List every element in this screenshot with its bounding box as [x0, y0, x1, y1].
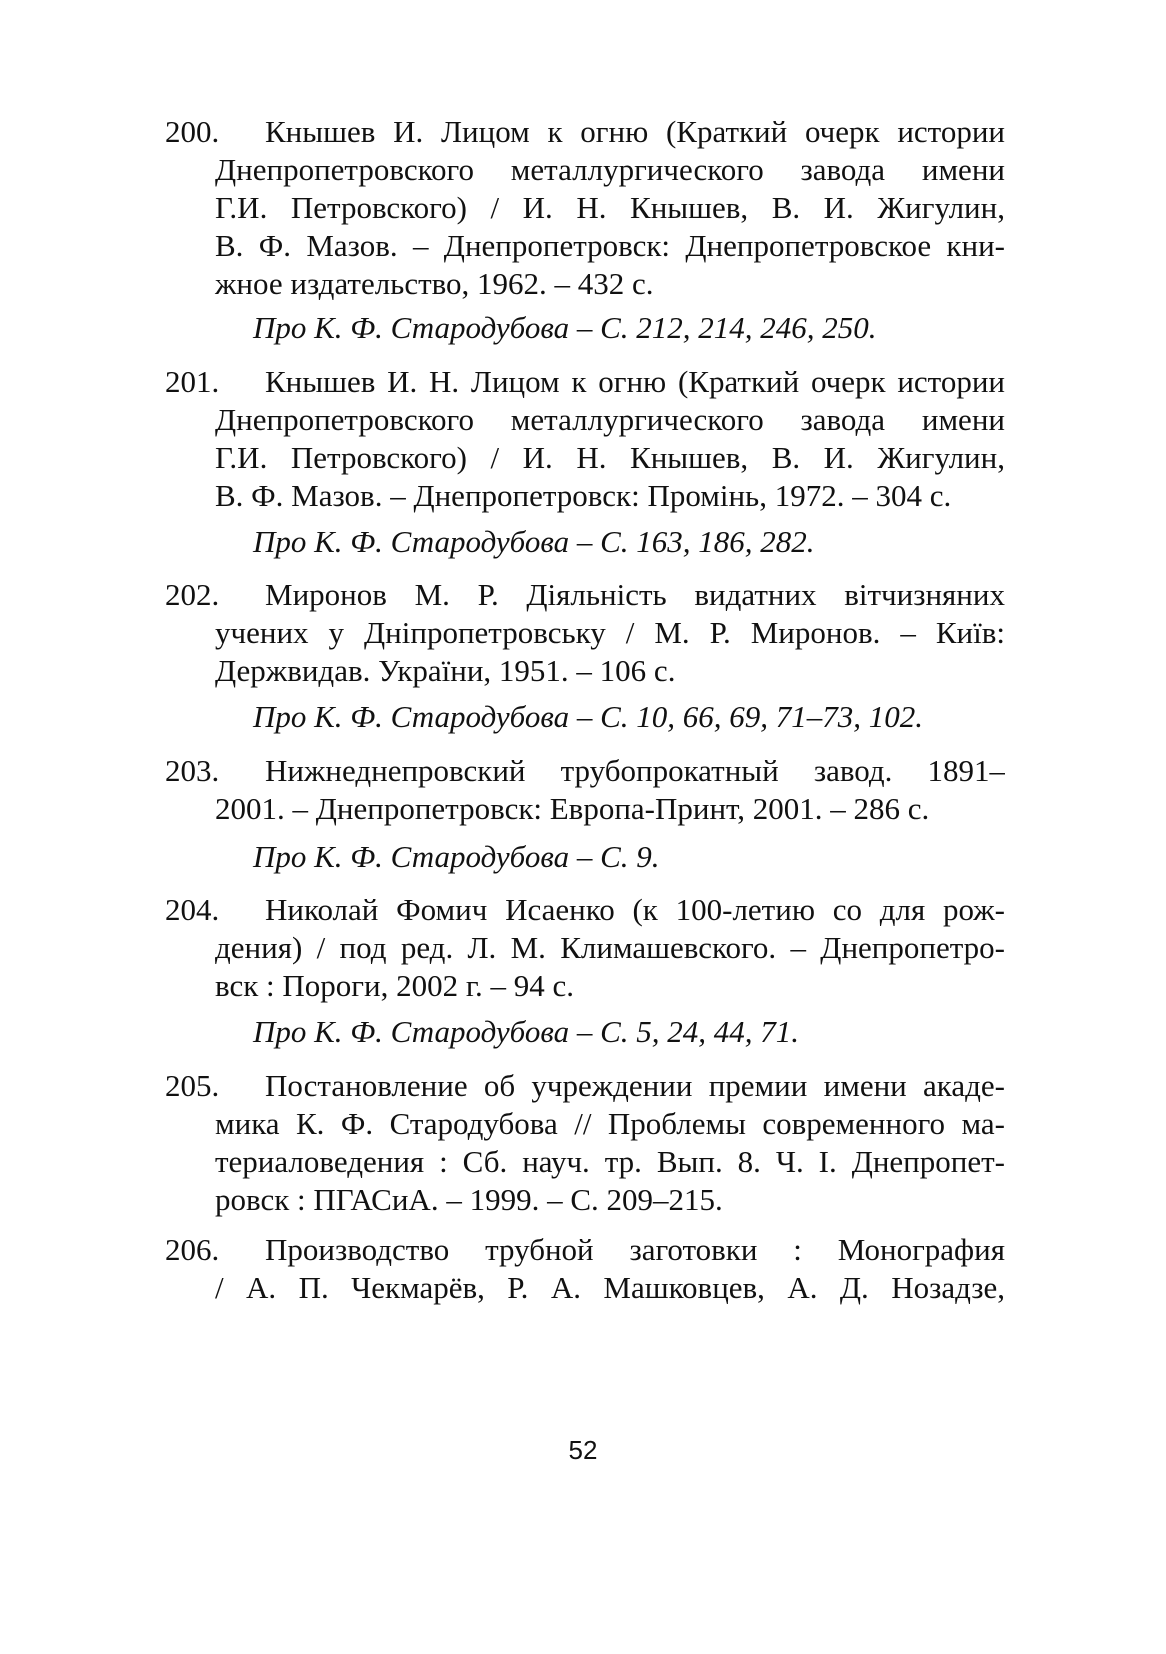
bibliography-entry-201	[165, 363, 1005, 515]
entry-number: 203.	[165, 753, 220, 788]
entry-line: дения) / под ред. Л. М. Климашевского. – Днепропетро-	[215, 930, 1005, 965]
entry-line: учених у Дніпропетровську / М. Р. Миронов. – Київ:	[215, 615, 1005, 650]
entry-number: 204.	[165, 892, 220, 927]
entry-line: Держвидав. України, 1951. – 106 с.	[215, 653, 676, 688]
page-number: 52	[568, 1435, 598, 1465]
entry-note-200: Про К. Ф. Стародубова – С. 212, 214, 246, 250.	[253, 310, 877, 345]
entry-line: мика К. Ф. Стародубова // Проблемы современного ма-	[215, 1106, 1005, 1141]
entry-line: Миронов М. Р. Діяльність видатних вітчизняних	[265, 577, 1005, 612]
entry-line: В. Ф. Мазов. – Днепропетровск: Днепропетровское кни-	[215, 228, 1005, 263]
entry-line: Производство трубной заготовки : Монография	[265, 1232, 1005, 1267]
entry-line: Постановление об учреждении премии имени акаде-	[265, 1068, 1005, 1103]
entry-note-203: Про К. Ф. Стародубова – С. 9.	[253, 839, 660, 874]
entry-line: Нижнеднепровский трубопрокатный завод. 1891–	[265, 753, 1005, 788]
bibliography-entry-206	[165, 1231, 1005, 1307]
entry-line: вск : Пороги, 2002 г. – 94 с.	[215, 968, 575, 1003]
entry-line: Г.И. Петровского) / И. Н. Кнышев, В. И. Жигулин,	[215, 190, 1005, 225]
entry-number: 200.	[165, 114, 220, 149]
entry-note-201: Про К. Ф. Стародубова – С. 163, 186, 282.	[253, 524, 815, 559]
entry-number: 201.	[165, 364, 220, 399]
entry-line: В. Ф. Мазов. – Днепропетровск: Промінь, 1972. – 304 с.	[215, 478, 952, 513]
entry-line: жное издательство, 1962. – 432 с.	[215, 266, 654, 301]
bibliography-entry-203	[165, 752, 1005, 828]
entry-line: Николай Фомич Исаенко (к 100-летию со для рож-	[265, 892, 1005, 927]
entry-line: Днепропетровского металлургического завода имени	[215, 152, 1005, 187]
entry-number: 205.	[165, 1068, 220, 1103]
entry-line: / А. П. Чекмарёв, Р. А. Машковцев, А. Д. Нозадзе,	[215, 1270, 1005, 1305]
bibliography-entry-202	[165, 576, 1005, 690]
entry-number: 206.	[165, 1232, 220, 1267]
bibliography-entry-200	[165, 113, 1005, 303]
entry-line: Днепропетровского металлургического завода имени	[215, 402, 1005, 437]
entry-line: ровск : ПГАСиА. – 1999. – С. 209–215.	[215, 1182, 723, 1217]
entry-line: Кнышев И. Лицом к огню (Краткий очерк истории	[265, 114, 1005, 149]
entry-note-202: Про К. Ф. Стародубова – С. 10, 66, 69, 71–73, 102.	[253, 699, 924, 734]
entry-line: Кнышев И. Н. Лицом к огню (Краткий очерк истории	[265, 364, 1005, 399]
bibliography-entry-204	[165, 891, 1005, 1005]
entry-number: 202.	[165, 577, 220, 612]
entry-line: Г.И. Петровского) / И. Н. Кнышев, В. И. Жигулин,	[215, 440, 1005, 475]
bibliography-entry-205	[165, 1067, 1005, 1219]
entry-line: 2001. – Днепропетровск: Европа-Принт, 2001. – 286 с.	[215, 791, 930, 826]
entry-note-204: Про К. Ф. Стародубова – С. 5, 24, 44, 71.	[253, 1014, 800, 1049]
entry-line: териаловедения : Сб. науч. тр. Вып. 8. Ч. I. Днепропет-	[215, 1144, 1005, 1179]
